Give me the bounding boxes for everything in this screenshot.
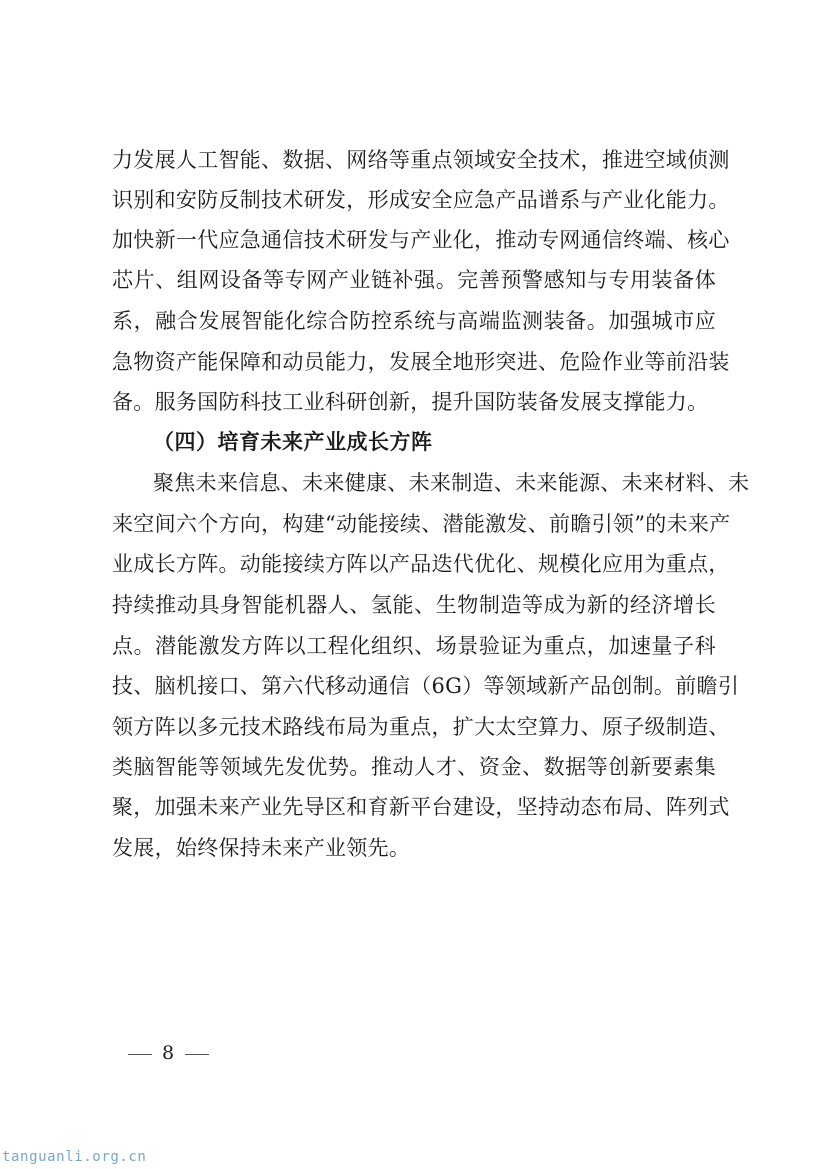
paragraph-2-line-10: 发展，始终保持未来产业领先。 (112, 836, 411, 860)
page-number (118, 1040, 219, 1066)
paragraph-1-line-7: 备。服务国防科技工业科研创新，提升国防装备发展支撑能力。 (112, 390, 709, 414)
paragraph-2-line-5: 点。潜能激发方阵以工程化组织、场景验证为重点，加速量子科 (112, 634, 716, 658)
paragraph-2-line-2: 来空间六个方向，构建“动能接续、潜能激发、前瞻引领”的未来产 (112, 512, 731, 536)
paragraph-2-line-8: 类脑智能等领域先发优势。推动人才、资金、数据等创新要素集 (112, 755, 716, 779)
paragraph-2-line-9: 聚，加强未来产业先导区和育新平台建设，坚持动态布局、阵列式 (112, 795, 730, 819)
paragraph-1-line-1: 力发展人工智能、数据、网络等重点领域安全技术，推进空域侦测 (112, 148, 730, 172)
paragraph-2-line-1: 聚焦未来信息、未来健康、未来制造、未来能源、未来材料、未 (153, 471, 750, 495)
paragraph-2-line-3: 业成长方阵。动能接续方阵以产品迭代优化、规模化应用为重点， (112, 552, 730, 576)
section-heading: （四）培育未来产业成长方阵 (153, 429, 433, 454)
paragraph-1-line-6: 急物资产能保障和动员能力，发展全地形突进、危险作业等前沿装 (112, 350, 730, 374)
paragraph-1-line-4: 芯片、组网设备等专网产业链补强。完善预警感知与专用装备体 (112, 268, 716, 292)
page-number-left-dash (128, 1054, 152, 1055)
paragraph-2-line-6: 技、脑机接口、第六代移动通信（6G）等领域新产品创制。前瞻引 (112, 674, 740, 698)
page-number-value: 8 (162, 1042, 176, 1064)
paragraph-2-line-7: 领方阵以多元技术路线布局为重点，扩大太空算力、原子级制造、 (112, 715, 730, 739)
page-number-right-dash (185, 1054, 209, 1055)
paragraph-1-line-5: 系，融合发展智能化综合防控系统与高端监测装备。加强城市应 (112, 309, 716, 333)
watermark-text: tanguanli.org.cn (2, 1149, 147, 1165)
paragraph-1-line-2: 识别和安防反制技术研发，形成安全应急产品谱系与产业化能力。 (112, 188, 730, 212)
paragraph-1-line-3: 加快新一代应急通信技术研发与产业化，推动专网通信终端、核心 (112, 228, 730, 252)
paragraph-2-line-4: 持续推动具身智能机器人、氢能、生物制造等成为新的经济增长 (112, 593, 716, 617)
